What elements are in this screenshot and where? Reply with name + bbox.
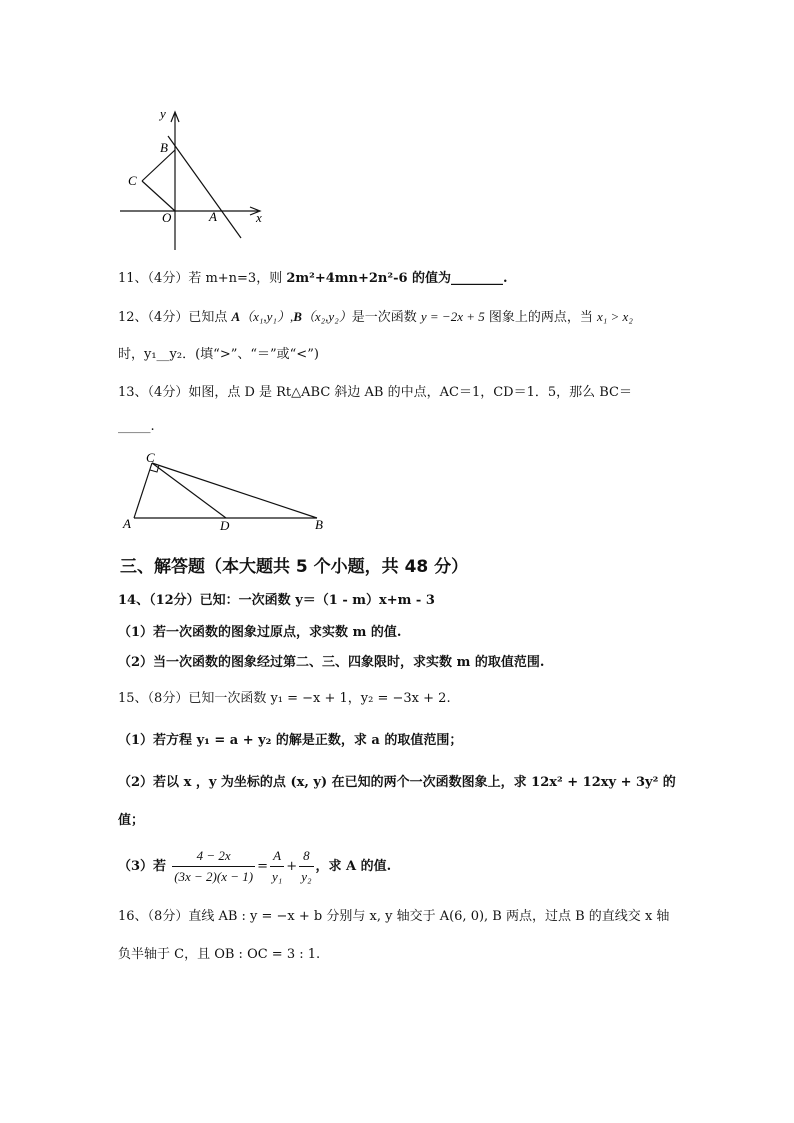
fraction-3-denominator: y₂: [301, 869, 312, 884]
q14-line1: 14、（12分）已知：一次函数 y＝（1 - m）x+m - 3: [118, 593, 435, 608]
q15-part1: （1）若方程 y₁ = a + y₂ 的解是正数，求 a 的取值范围；: [118, 733, 463, 748]
fraction-1-numerator: 4 − 2x: [172, 846, 255, 867]
point-b-label: B: [160, 140, 168, 155]
q15-part2-line2: 值；: [118, 813, 145, 828]
q16-line2: 负半轴于 C，且 OB : OC = 3 : 1.: [118, 947, 321, 962]
fraction-2-denominator: y₁: [272, 869, 283, 884]
triangle-figure: [116, 448, 336, 534]
question-15-part2-line1: [118, 774, 676, 792]
fraction-1: [172, 846, 255, 887]
question-16-line1: [118, 908, 669, 926]
q11-prefix: 11、（4分）若 m+n=3，则: [118, 271, 287, 286]
question-14-part1: [118, 624, 401, 642]
line-ab: [168, 136, 241, 238]
q12-coord-b: （x₂,y₂）: [301, 309, 352, 324]
equals-sign: =: [257, 859, 268, 874]
q15-part2-line1: （2）若以 x ，y 为坐标的点 (x, y) 在已知的两个一次函数图象上，求 12x² + 12xy + 3y² 的: [118, 775, 676, 790]
q14-part1: （1）若一次函数的图象过原点，求实数 m 的值.: [118, 625, 402, 640]
fraction-1-denominator: (3x − 2)(x − 1): [174, 869, 254, 884]
segment-cb: [152, 463, 317, 518]
question-15-part2-line2: [118, 812, 144, 830]
vertex-c-label: C: [146, 450, 155, 465]
question-15: [118, 690, 451, 708]
segment-bc: [142, 150, 175, 181]
question-14: [118, 592, 435, 610]
question-13-line2: [118, 418, 155, 436]
question-15-part1: [118, 732, 462, 750]
origin-label: O: [162, 210, 172, 225]
fraction-2-numerator: A: [270, 846, 284, 867]
q12-suffix: 图象上的两点，当: [484, 310, 597, 325]
section-3-heading: 三、解答题（本大题共 5 个小题，共 48 分）: [120, 557, 469, 577]
q15-part3-prefix: （3）若: [118, 859, 167, 874]
x-axis-label: x: [256, 210, 262, 225]
fraction-3-numerator: 8: [299, 846, 313, 867]
q12-mid: 是一次函数: [351, 310, 421, 325]
question-12-line2: [118, 346, 319, 364]
q12-prefix: 12、（4分）已知点: [118, 310, 232, 325]
segment-ac: [134, 463, 152, 518]
segment-cd: [152, 463, 226, 518]
fraction-3: [299, 846, 313, 887]
point-a-label: A: [209, 209, 217, 224]
q12-coord-a: （x₁,y₁）,: [240, 309, 294, 324]
question-12-line1: [118, 308, 633, 327]
fraction-2: [270, 846, 284, 887]
segment-co: [142, 181, 175, 211]
question-16-line2: [118, 946, 320, 964]
q13-line1: 13、（4分）如图，点 D 是 Rt△ABC 斜边 AB 的中点，AC＝1，CD＝1．5，那么 BC＝: [118, 385, 633, 400]
q15-line1: 15、（8分）已知一次函数 y₁ = −x + 1，y₂ = −3x + 2.: [118, 691, 451, 706]
vertex-b-label: B: [315, 517, 323, 532]
q15-part3-suffix: ，求 A 的值.: [315, 859, 392, 874]
coordinate-figure: [112, 100, 282, 255]
y-axis-label: y: [160, 106, 166, 121]
q14-part2: （2）当一次函数的图象经过第二、三、四象限时，求实数 m 的取值范围.: [118, 655, 545, 670]
q13-line2: _____.: [118, 419, 155, 434]
question-11: [118, 270, 508, 288]
q12-point-a: A: [231, 309, 241, 324]
q11-expression: 2m²+4mn+2n²-6: [286, 271, 408, 286]
plus-sign: +: [286, 859, 298, 874]
q12-line2: 时，y₁__y₂．(填“>”、“＝”或“<”): [118, 347, 319, 362]
question-13-line1: [118, 384, 632, 402]
q12-condition: x₁ > x₂: [597, 309, 633, 324]
point-d-label: D: [220, 518, 230, 533]
q11-suffix: 的值为________.: [407, 271, 508, 286]
point-c-label: C: [128, 173, 137, 188]
q12-function: y = −2x + 5: [420, 309, 485, 324]
q12-point-b: B: [293, 309, 302, 324]
vertex-a-label: A: [123, 516, 131, 531]
question-14-part2: [118, 654, 544, 672]
question-15-part3: [118, 846, 391, 887]
q16-line1: 16、（8分）直线 AB : y = −x + b 分别与 x, y 轴交于 A(6, 0), B 两点，过点 B 的直线交 x 轴: [118, 909, 670, 924]
